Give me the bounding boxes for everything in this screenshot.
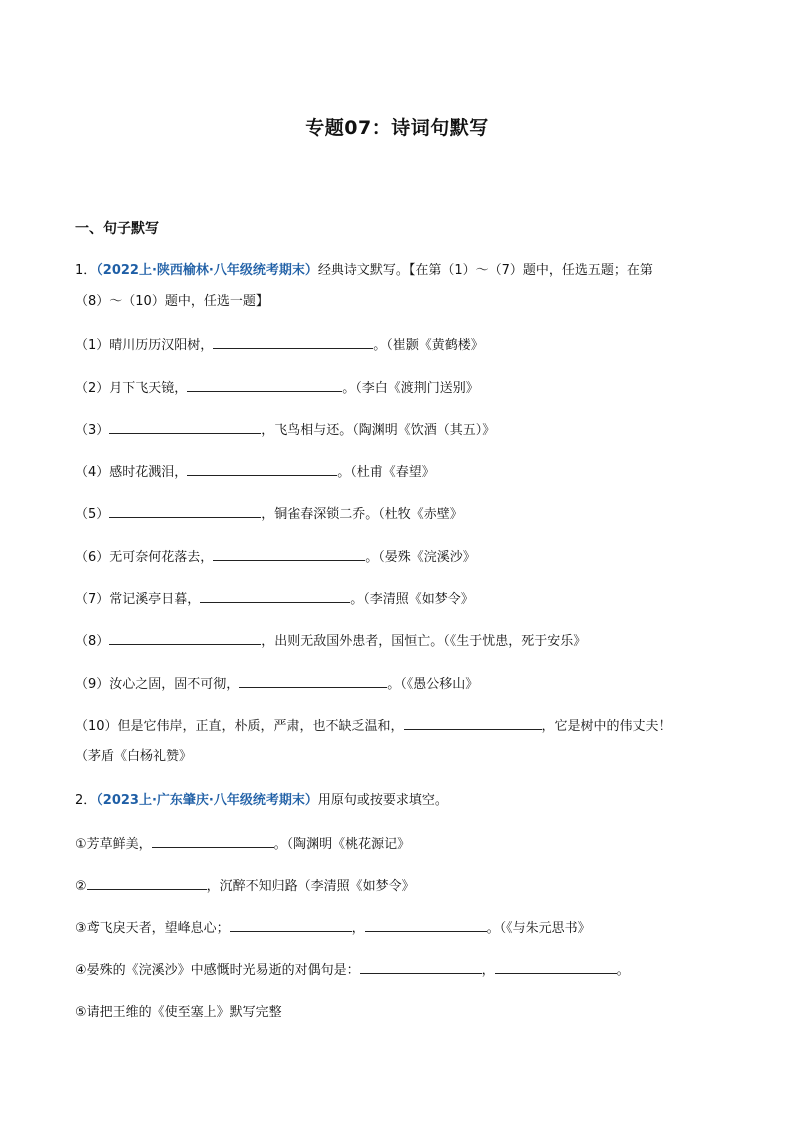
section-heading: 一、句子默写 (75, 221, 159, 237)
page-title: 专题07：诗词句默写 (305, 117, 489, 139)
answer-blank[interactable] (365, 919, 487, 932)
item-text: ， (351, 921, 365, 936)
answer-blank[interactable] (360, 961, 482, 974)
item-source: ，沉醉不知归路（李清照《如梦令》 (206, 879, 415, 894)
item-text: （6）无可奈何花落去， (75, 550, 214, 565)
q2-source: （2023上·广东肇庆·八年级统考期末） (96, 793, 318, 808)
q1-header (75, 262, 653, 280)
q1-item-5 (75, 505, 463, 524)
item-source: 。（晏殊《浣溪沙》 (365, 550, 476, 565)
q2-item-3 (75, 919, 591, 938)
answer-blank[interactable] (213, 336, 373, 349)
answer-blank[interactable] (187, 379, 342, 392)
q1-item-1 (75, 336, 484, 355)
answer-blank[interactable] (213, 548, 365, 561)
item-text: ， (481, 963, 495, 978)
item-text: ④晏殊的《浣溪沙》中感慨时光易逝的对偶句是： (75, 963, 360, 978)
item-text: （2）月下飞天镜， (75, 381, 188, 396)
item-text: （8） (75, 634, 110, 649)
item-source: 。（李清照《如梦令》 (350, 592, 474, 607)
item-source: ，铜雀春深锁二乔。（杜牧《赤壁》 (261, 507, 463, 522)
item-text: ② (75, 879, 87, 894)
q2-item-2 (75, 877, 415, 896)
answer-blank[interactable] (200, 590, 350, 603)
q1-number: 1． (75, 263, 97, 278)
item-text: （9）汝心之固，固不可彻， (75, 677, 240, 692)
q2-number: 2． (75, 793, 97, 808)
q2-item-4 (75, 961, 630, 980)
item-text: ③鸢飞戾天者，望峰息心； (75, 921, 230, 936)
q1-item-10-cont: （茅盾《白杨礼赞》 (75, 749, 193, 764)
q1-item-3 (75, 421, 495, 440)
q2-item-5: ⑤请把王维的《使至塞上》默写完整 (75, 1005, 282, 1020)
answer-blank[interactable] (109, 505, 261, 518)
q1-instruction: 经典诗文默写。【在第（1）～（7）题中，任选五题；在第 (317, 263, 653, 278)
item-source: 。（崔颢《黄鹤楼》 (373, 338, 484, 353)
item-source: ，飞鸟相与还。（陶渊明《饮酒（其五）》 (261, 423, 496, 438)
answer-blank[interactable] (404, 717, 542, 730)
item-source: 。（《愚公移山》 (387, 677, 479, 692)
q1-item-6 (75, 548, 476, 567)
answer-blank[interactable] (152, 835, 274, 848)
q1-item-8 (75, 632, 586, 651)
q1-item-4 (75, 463, 435, 482)
answer-blank[interactable] (239, 675, 387, 688)
answer-blank[interactable] (109, 421, 261, 434)
item-text: （7）常记溪亭日暮， (75, 592, 201, 607)
item-text: （10）但是它伟岸，正直，朴质，严肃，也不缺乏温和， (75, 719, 404, 734)
item-text: （1）晴川历历汉阳树， (75, 338, 214, 353)
item-text: ①芳草鲜美， (75, 837, 152, 852)
item-source: 。（陶渊明《桃花源记》 (273, 837, 411, 852)
item-text: （5） (75, 507, 110, 522)
item-source: ，它是树中的伟丈夫！ (541, 719, 672, 734)
answer-blank[interactable] (87, 877, 207, 890)
item-text: 。 (616, 963, 630, 978)
q1-item-10 (75, 717, 672, 736)
item-source: 。（《与朱元思书》 (486, 921, 591, 936)
item-source: 。（李白《渡荆门送别》 (342, 381, 479, 396)
q2-header (75, 792, 448, 810)
q1-item-7 (75, 590, 474, 609)
item-source: ，出则无敌国外患者，国恒亡。（《生于忧患，死于安乐》 (261, 634, 587, 649)
item-text: （3） (75, 423, 110, 438)
answer-blank[interactable] (230, 919, 352, 932)
answer-blank[interactable] (495, 961, 617, 974)
q1-item-9 (75, 675, 478, 694)
q2-item-1 (75, 835, 410, 854)
q1-instruction-cont: （8）～（10）题中，任选一题】 (75, 294, 269, 309)
item-text: （4）感时花溅泪， (75, 465, 188, 480)
answer-blank[interactable] (109, 632, 261, 645)
answer-blank[interactable] (187, 463, 337, 476)
q1-source: （2022上·陕西榆林·八年级统考期末） (96, 263, 318, 278)
item-source: 。（杜甫《春望》 (337, 465, 435, 480)
q2-instruction: 用原句或按要求填空。 (317, 793, 448, 808)
q1-item-2 (75, 379, 479, 398)
